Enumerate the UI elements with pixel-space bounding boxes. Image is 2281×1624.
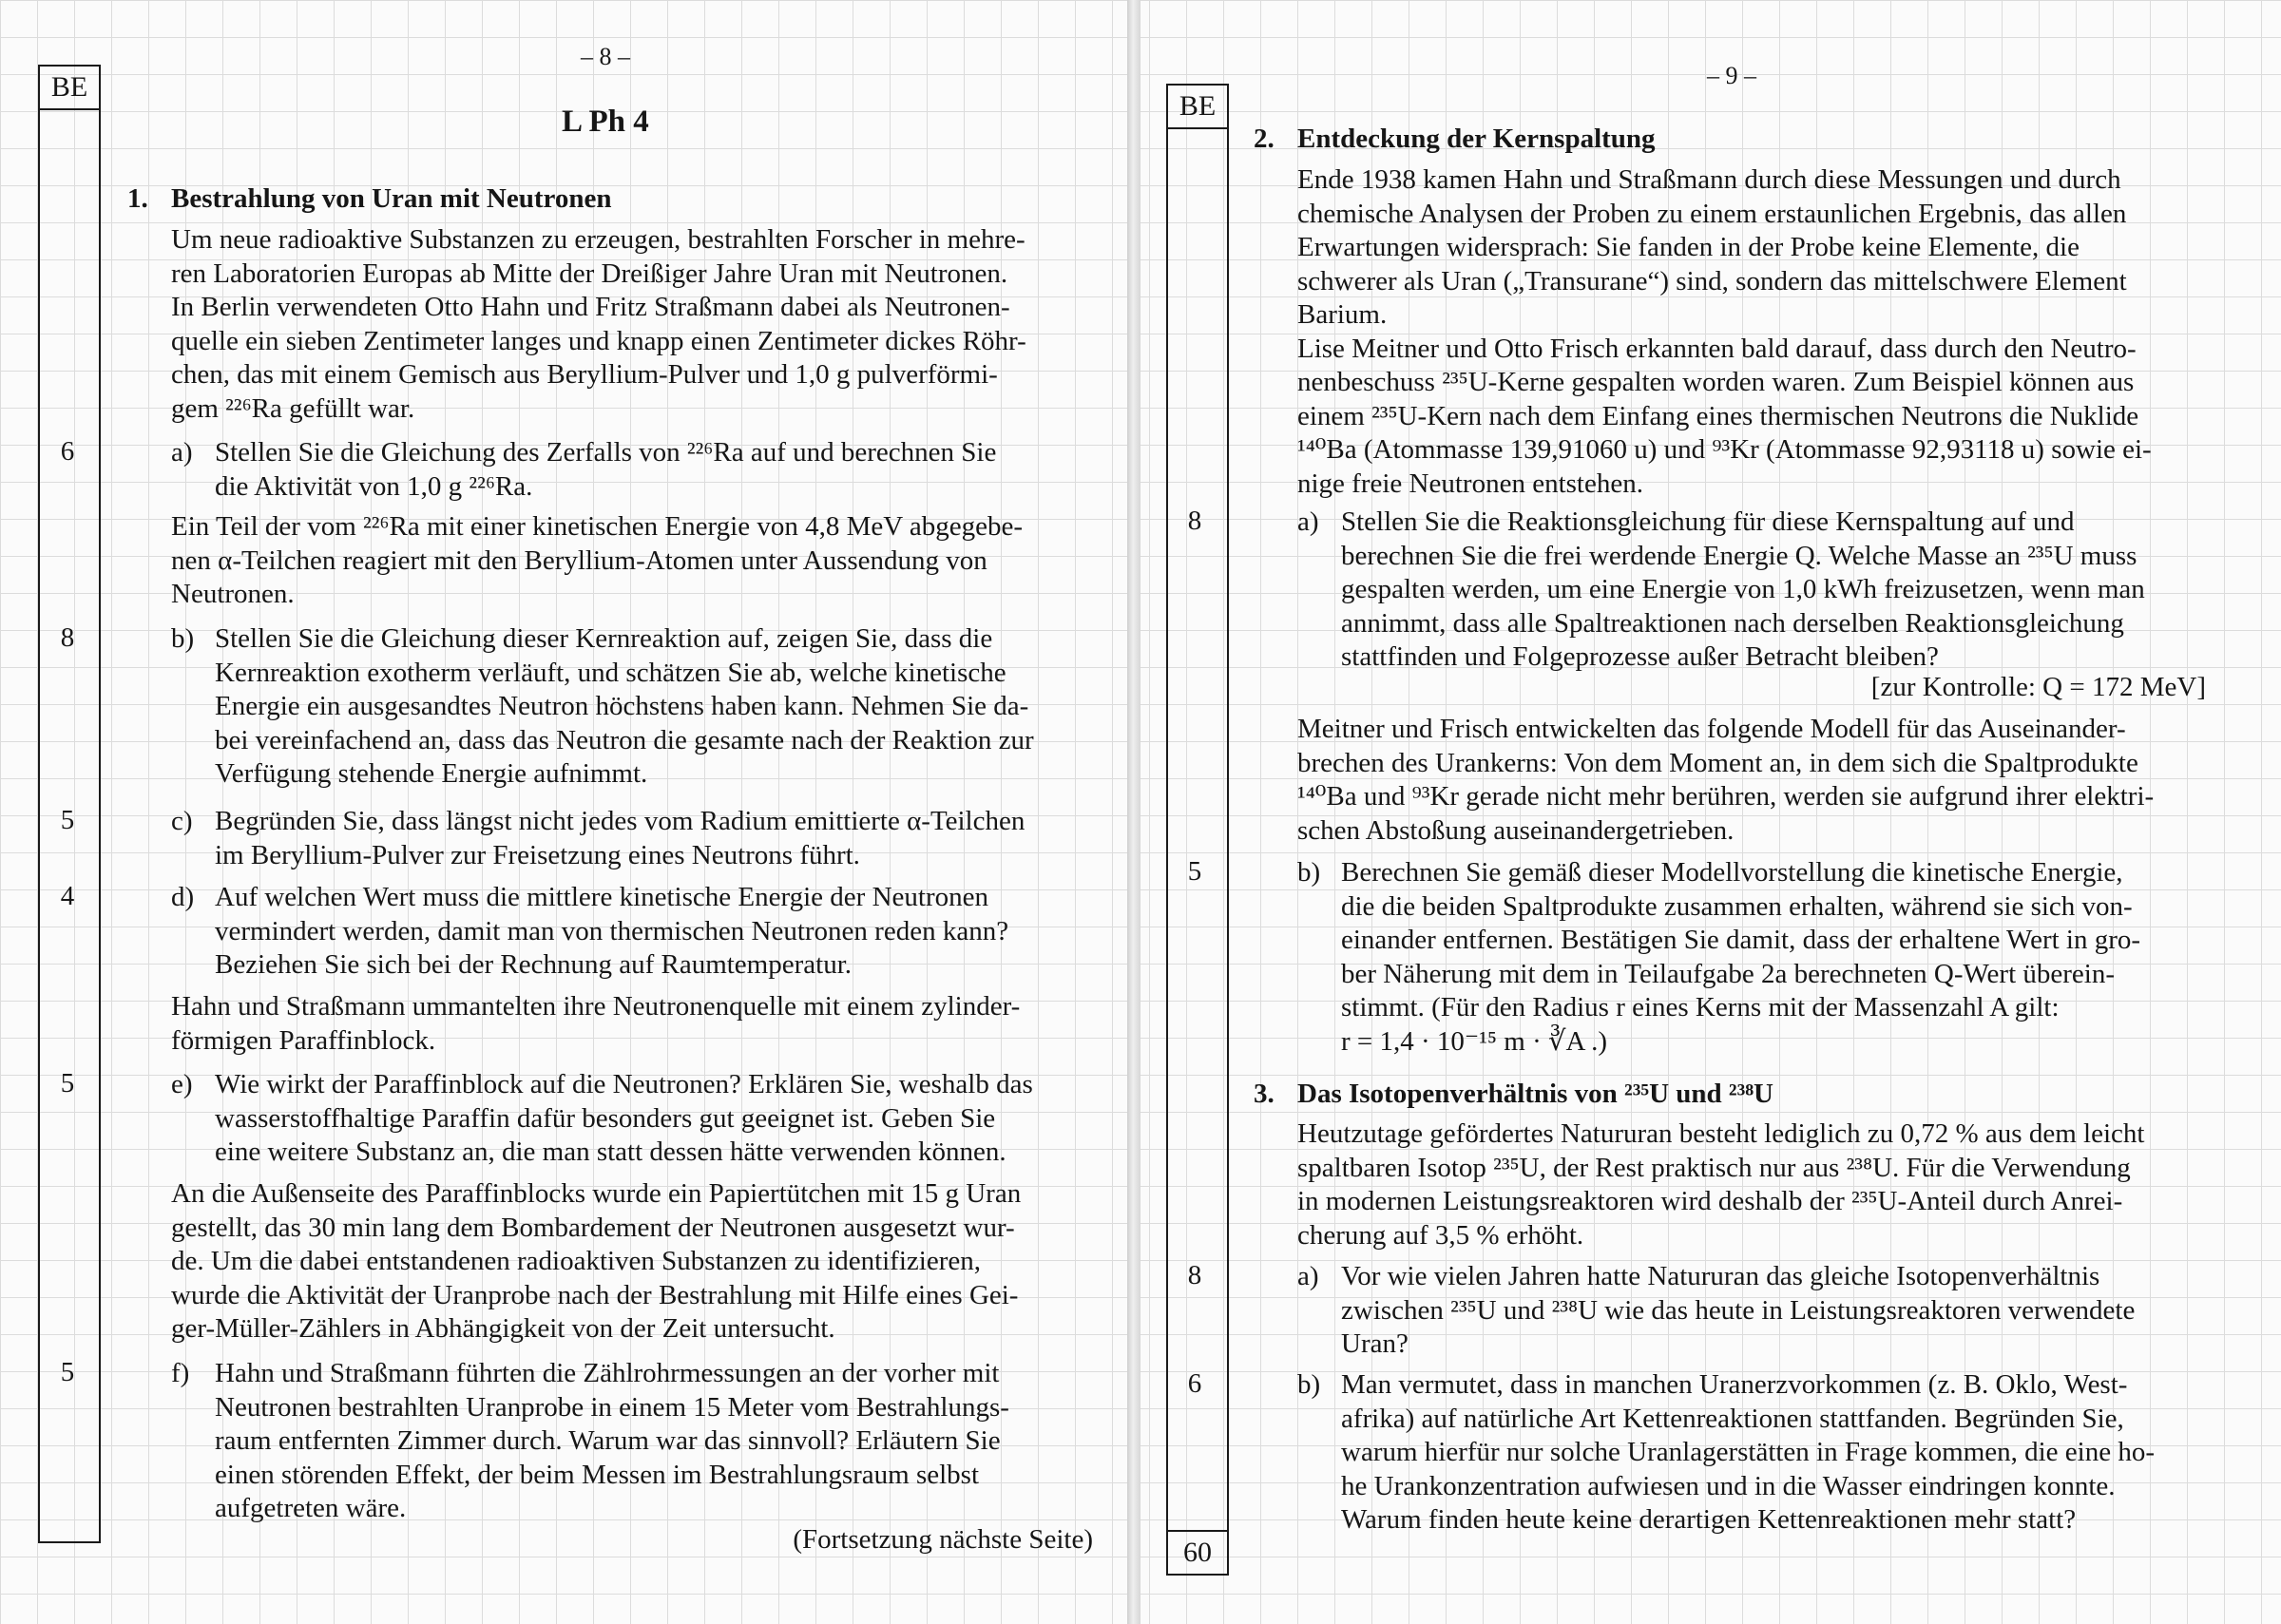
- text-line: einander entfernen. Bestätigen Sie damit, dass der erhaltene Wert in gro-: [1341, 925, 2141, 955]
- text-line: eine weitere Substanz an, die man statt dessen hätte verwenden können.: [215, 1137, 1006, 1167]
- text-line: de. Um die dabei entstandenen radioaktiven Substanzen zu identifizieren,: [171, 1246, 981, 1276]
- section-title: Entdeckung der Kernspaltung: [1297, 124, 1656, 154]
- text-line: aufgetreten wäre.: [215, 1493, 407, 1523]
- text-line: annimmt, dass alle Spaltreaktionen nach derselben Reaktionsgleichung: [1341, 607, 2124, 639]
- points-3b: 6: [1187, 1368, 1202, 1399]
- text-line: Begründen Sie, dass längst nicht jedes vom Radium emittierte α-Teilchen: [215, 806, 1025, 836]
- points-3a: 8: [1187, 1260, 1202, 1290]
- continuation-note: (Fortsetzung nächste Seite): [793, 1524, 1093, 1555]
- page-number: – 9 –: [1707, 62, 1756, 89]
- text-line: Stellen Sie die Gleichung dieser Kernreaktion auf, zeigen Sie, dass die: [215, 623, 993, 654]
- text-line: nige freie Neutronen entstehen.: [1297, 468, 1643, 499]
- text-line: afrika) auf natürliche Art Kettenreaktionen stattfanden. Begründen Sie,: [1341, 1403, 2124, 1434]
- section-2-paragraph-2: [1297, 713, 2154, 848]
- text-line: chemische Analysen der Proben zu einem erstaunlichen Ergebnis, das allen: [1297, 198, 2127, 229]
- text-line: nen α-Teilchen reagiert mit den Beryllium-Atomen unter Aussendung von: [171, 545, 987, 576]
- text-line: gestellt, das 30 min lang dem Bombardement der Neutronen ausgesetzt wur-: [171, 1212, 1015, 1243]
- text-line: Meitner und Frisch entwickelten das folgende Modell für das Auseinander-: [1297, 714, 2126, 744]
- text-line: Energie ein ausgesandtes Neutron höchstens haben kann. Nehmen Sie da-: [215, 691, 1029, 721]
- book-spine: [1127, 0, 1140, 1624]
- text-line: Neutronen bestrahlten Uranprobe in einem 15 Meter vom Bestrahlungs-: [215, 1391, 1009, 1423]
- text-line: in modernen Leistungsreaktoren wird deshalb der ²³⁵U-Anteil durch Anrei-: [1297, 1186, 2123, 1216]
- text-line: Beziehen Sie sich bei der Rechnung auf Raumtemperatur.: [215, 949, 853, 980]
- text-line: In Berlin verwendeten Otto Hahn und Fritz Straßmann dabei als Neutronen-: [171, 292, 1010, 322]
- text-line: brechen des Urankerns: Von dem Moment an, in dem sich die Spaltprodukte: [1297, 747, 2138, 778]
- section-1-intro: [171, 223, 1026, 426]
- text-line: Heutzutage gefördertes Natururan besteht lediglich zu 0,72 % aus dem leicht: [1297, 1118, 2145, 1149]
- text-line: raum entfernten Zimmer durch. Warum war das sinnvoll? Erläutern Sie: [215, 1425, 1001, 1456]
- points-1a: 6: [60, 436, 75, 467]
- text-line: warum hierfür nur solche Uranlagerstätten in Frage kommen, die eine ho-: [1341, 1437, 2156, 1467]
- task-label: a): [1297, 506, 1319, 537]
- text-line: die Aktivität von 1,0 g ²²⁶Ra.: [215, 470, 533, 502]
- text-line: Auf welchen Wert muss die mittlere kinetische Energie der Neutronen: [215, 882, 988, 912]
- text-line: Ende 1938 kamen Hahn und Straßmann durch diese Messungen und durch: [1297, 164, 2121, 195]
- points-1f: 5: [60, 1357, 75, 1387]
- points-2a: 8: [1187, 506, 1202, 536]
- radius-formula: r = 1,4 · 10⁻¹⁵ m · ∛A .): [1341, 1025, 1607, 1057]
- be-header: BE: [1168, 86, 1227, 129]
- text-line: Kernreaktion exotherm verläuft, und schätzen Sie ab, welche kinetische: [215, 657, 1006, 688]
- task-label: a): [1297, 1261, 1319, 1291]
- text-line: stimmt. (Für den Radius r eines Kerns mit der Massenzahl A gilt:: [1341, 992, 2060, 1022]
- section-2-intro: [1297, 163, 2152, 501]
- section-title: Das Isotopenverhältnis von ²³⁵U und ²³⁸U: [1297, 1079, 1773, 1109]
- text-line: Erwartungen widersprach: Sie fanden in der Probe keine Elemente, die: [1297, 232, 2080, 262]
- section-title: Bestrahlung von Uran mit Neutronen: [171, 183, 612, 214]
- text-line: Hahn und Straßmann ummantelten ihre Neutronenquelle mit einem zylinder-: [171, 991, 1021, 1022]
- text-line: nenbeschuss ²³⁵U-Kerne gespalten worden waren. Zum Beispiel können aus: [1297, 367, 2135, 397]
- task-label: c): [171, 806, 193, 836]
- text-line: stattfinden und Folgeprozesse außer Betracht bleiben?: [1341, 641, 1939, 672]
- be-header: BE: [40, 67, 99, 110]
- text-line: he Urankonzentration aufwiesen und in die Wasser eindringen konnte.: [1341, 1470, 2116, 1501]
- section-1-paragraph-3: [171, 990, 1020, 1058]
- text-line: einem ²³⁵U-Kern nach dem Einfang eines thermischen Neutrons die Nuklide: [1297, 400, 2139, 431]
- section-number: 1.: [127, 183, 148, 214]
- text-line: zwischen ²³⁵U und ²³⁸U wie das heute in Leistungsreaktoren verwendete: [1341, 1294, 2136, 1326]
- text-line: quelle ein sieben Zentimeter langes und knapp einen Zentimeter dickes Röhr-: [171, 325, 1026, 356]
- text-line: Man vermutet, dass in manchen Uranerzvorkommen (z. B. Oklo, West-: [1341, 1369, 2128, 1400]
- be-total: 60: [1168, 1530, 1227, 1574]
- text-line: spaltbaren Isotop ²³⁵U, der Rest praktisch nur aus ²³⁸U. Für die Verwendung: [1297, 1152, 2131, 1183]
- text-line: Vor wie vielen Jahren hatte Natururan das gleiche Isotopenverhältnis: [1341, 1261, 2100, 1291]
- text-line: Berechnen Sie gemäß dieser Modellvorstellung die kinetische Energie,: [1341, 857, 2123, 888]
- text-line: wasserstoffhaltige Paraffin dafür besonders gut geeignet ist. Geben Sie: [215, 1102, 996, 1134]
- text-line: ren Laboratorien Europas ab Mitte der Dreißiger Jahre Uran mit Neutronen.: [171, 258, 1008, 289]
- text-line: Wie wirkt der Paraffinblock auf die Neutronen? Erklären Sie, weshalb das: [215, 1069, 1033, 1099]
- points-1d: 4: [60, 881, 75, 911]
- text-line: Ein Teil der vom ²²⁶Ra mit einer kinetischen Energie von 4,8 MeV abgegebe-: [171, 511, 1024, 542]
- text-line: Lise Meitner und Otto Frisch erkannten bald darauf, dass durch den Neutro-: [1297, 333, 2137, 364]
- text-line: schwerer als Uran („Transurane“) sind, sondern das mittelschwere Element: [1297, 265, 2127, 296]
- text-line: Uran?: [1341, 1328, 1409, 1359]
- text-line: wurde die Aktivität der Uranprobe nach der Bestrahlung mit Hilfe eines Gei-: [171, 1279, 1019, 1310]
- section-3-intro: [1297, 1118, 2144, 1252]
- text-line: gespalten werden, um eine Energie von 1,0 kWh freizusetzen, wenn man: [1341, 574, 2145, 604]
- text-line: Warum finden heute keine derartigen Kettenreaktionen mehr statt?: [1341, 1504, 2077, 1535]
- text-line: cherung auf 3,5 % erhöht.: [1297, 1219, 1584, 1251]
- text-line: ¹⁴⁰Ba und ⁹³Kr gerade nicht mehr berühren, werden sie aufgrund ihrer elektri-: [1297, 781, 2155, 812]
- text-line: gem ²²⁶Ra gefüllt war.: [171, 392, 415, 424]
- section-number: 3.: [1254, 1079, 1275, 1109]
- text-line: Neutronen.: [171, 579, 295, 609]
- task-label: b): [171, 623, 195, 654]
- task-label: d): [171, 882, 195, 912]
- section-1-paragraph-4: [171, 1177, 1021, 1347]
- points-1e: 5: [60, 1068, 75, 1099]
- text-line: Hahn und Straßmann führten die Zählrohrmessungen an der vorher mit: [215, 1358, 1000, 1388]
- text-line: vermindert werden, damit man von thermischen Neutronen reden kann?: [215, 915, 1009, 946]
- text-line: ber Näherung mit dem in Teilaufgabe 2a berechneten Q-Wert überein-: [1341, 958, 2115, 989]
- task-label: b): [1297, 1369, 1321, 1400]
- text-line: ¹⁴⁰Ba (Atommasse 139,91060 u) und ⁹³Kr (Atommasse 92,93118 u) sowie ei-: [1297, 434, 2152, 465]
- page-number: – 8 –: [581, 43, 630, 70]
- task-label: a): [171, 437, 193, 468]
- text-line: An die Außenseite des Paraffinblocks wurde ein Papiertütchen mit 15 g Uran: [171, 1178, 1022, 1209]
- control-note: [zur Kontrolle: Q = 172 MeV]: [1870, 672, 2206, 702]
- text-line: Barium.: [1297, 299, 1388, 330]
- text-line: förmigen Paraffinblock.: [171, 1024, 436, 1056]
- text-line: die die beiden Spaltprodukte zusammen erhalten, während sie sich von-: [1341, 890, 2133, 922]
- task-label: f): [171, 1358, 190, 1388]
- section-number: 2.: [1254, 124, 1275, 154]
- points-1b: 8: [60, 622, 75, 653]
- be-column: [38, 65, 101, 1543]
- text-line: ger-Müller-Zählers in Abhängigkeit von der Zeit untersucht.: [171, 1313, 835, 1344]
- text-line: Um neue radioaktive Substanzen zu erzeugen, bestrahlten Forscher in mehre-: [171, 224, 1025, 255]
- text-line: Stellen Sie die Gleichung des Zerfalls von ²²⁶Ra auf und berechnen Sie: [215, 437, 997, 468]
- points-2b: 5: [1187, 856, 1202, 887]
- text-line: bei vereinfachend an, dass das Neutron die gesamte nach der Reaktion zur: [215, 724, 1034, 755]
- task-label: e): [171, 1069, 193, 1099]
- text-line: chen, das mit einem Gemisch aus Beryllium-Pulver und 1,0 g pulverförmi-: [171, 359, 998, 390]
- task-label: b): [1297, 857, 1321, 888]
- points-1c: 5: [60, 805, 75, 835]
- text-line: im Beryllium-Pulver zur Freisetzung eines Neutrons führt.: [215, 839, 860, 870]
- be-column: [1166, 84, 1229, 1576]
- text-line: Stellen Sie die Reaktionsgleichung für diese Kernspaltung auf und: [1341, 506, 2075, 537]
- text-line: einen störenden Effekt, der beim Messen im Bestrahlungsraum selbst: [215, 1459, 980, 1490]
- section-1-paragraph-2: [171, 510, 1023, 612]
- exam-title: L Ph 4: [562, 105, 649, 139]
- text-line: schen Abstoßung auseinandergetrieben.: [1297, 814, 1735, 846]
- text-line: Verfügung stehende Energie aufnimmt.: [215, 758, 648, 789]
- text-line: berechnen Sie die frei werdende Energie Q. Welche Masse an ²³⁵U muss: [1341, 540, 2137, 571]
